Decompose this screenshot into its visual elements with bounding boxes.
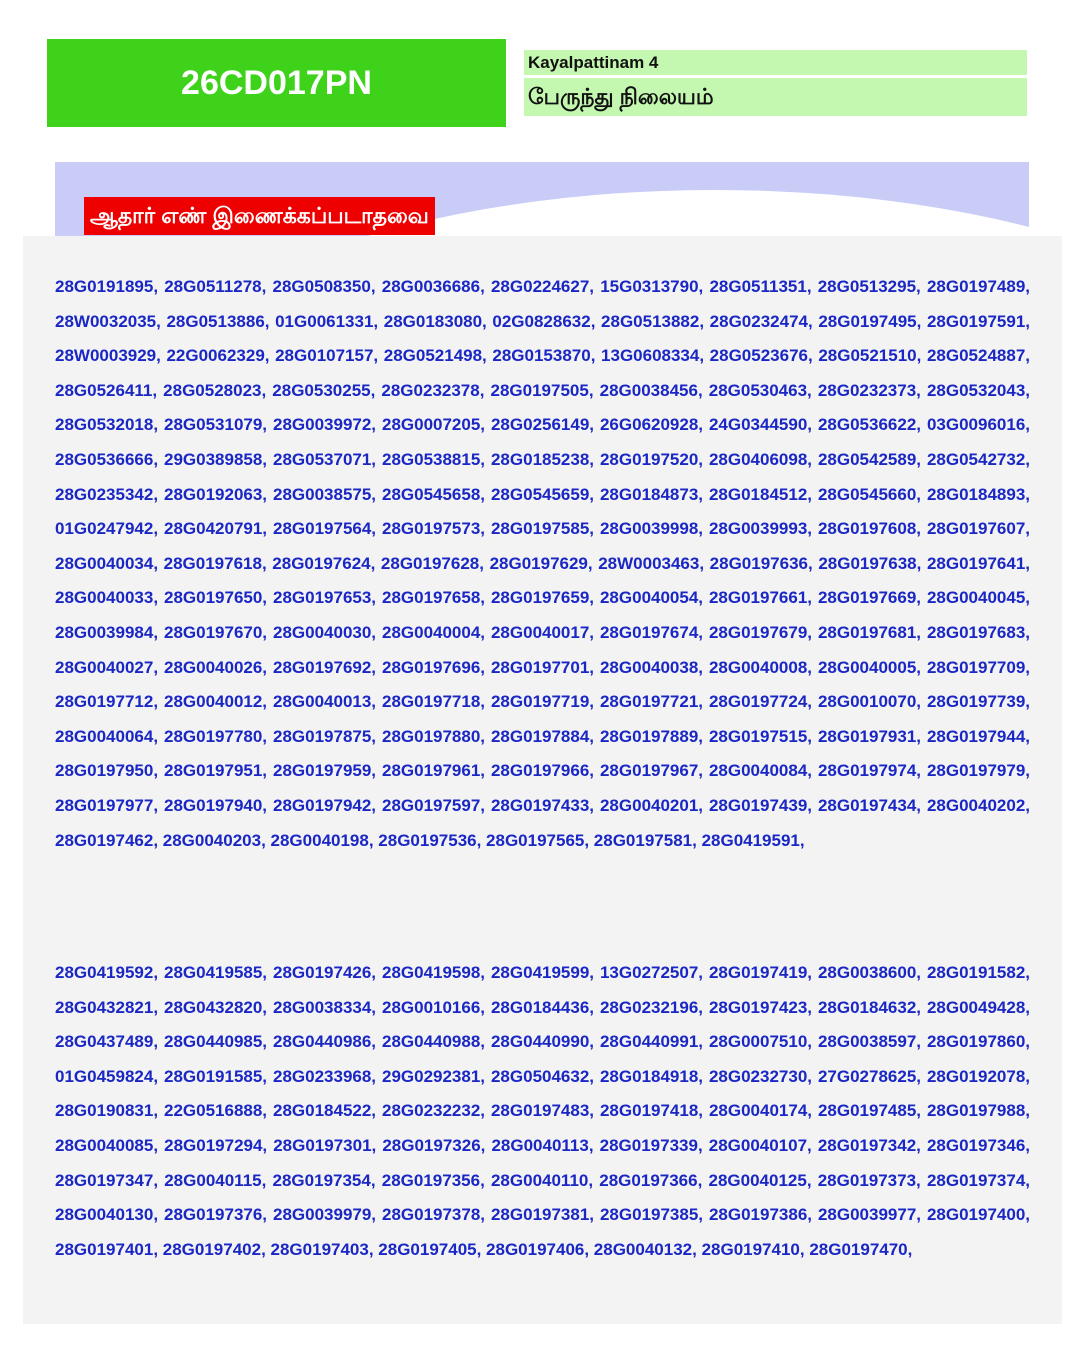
section-title: ஆதார் எண் இணைக்கப்படாதவை <box>84 197 435 235</box>
location-name-english: Kayalpattinam 4 <box>524 50 1027 75</box>
id-list-block-1: 28G0191895, 28G0511278, 28G0508350, 28G0036686, 28G0224627, 15G0313790, 28G0511351, 28G0513295, 28G0197489, 28W0032035, 28G0513886, 01G0061331, 28G0183080, 02G0828632, 28G0513882, 28G0232474, 28G0197495, 28G0197591, 28W0003929, 22G0062329, 28G0107157, 28G0521498, 28G0153870, 13G0608334, 28G0523676, 28G0521510, 28G0524887, 28G0526411, 28G0528023, 28G0530255, 28G0232378, 28G0197505, 28G0038456, 28G0530463, 28G0232373, 28G0532043, 28G0532018, 28G0531079, 28G0039972, 28G0007205, 28G0256149, 26G0620928, 24G0344590, 28G0536622, 03G0096016, 28G0536666, 29G0389858, 28G0537071, 28G0538815, 28G0185238, 28G0197520, 28G0406098, 28G0542589, 28G0542732, 28G0235342, 28G0192063, 28G0038575, 28G0545658, 28G0545659, 28G0184873, 28G0184512, 28G0545660, 28G0184893, 01G0247942, 28G0420791, 28G0197564, 28G0197573, 28G0197585, 28G0039998, 28G0039993, 28G0197608, 28G0197607, 28G0040034, 28G0197618, 28G0197624, 28G0197628, 28G0197629, 28W0003463, 28G0197636, 28G0197638, 28G0197641, 28G0040033, 28G0197650, 28G0197653, 28G0197658, 28G0197659, 28G0040054, 28G0197661, 28G0197669, 28G0040045, 28G0039984, 28G0197670, 28G0040030, 28G0040004, 28G0040017, 28G0197674, 28G0197679, 28G0197681, 28G0197683, 28G0040027, 28G0040026, 28G0197692, 28G0197696, 28G0197701, 28G0040038, 28G0040008, 28G0040005, 28G0197709, 28G0197712, 28G0040012, 28G0040013, 28G0197718, 28G0197719, 28G0197721, 28G0197724, 28G0010070, 28G0197739, 28G0040064, 28G0197780, 28G0197875, 28G0197880, 28G0197884, 28G0197889, 28G0197515, 28G0197931, 28G0197944, 28G0197950, 28G0197951, 28G0197959, 28G0197961, 28G0197966, 28G0197967, 28G0040084, 28G0197974, 28G0197979, 28G0197977, 28G0197940, 28G0197942, 28G0197597, 28G0197433, 28G0040201, 28G0197439, 28G0197434, 28G0040202, 28G0197462, 28G0040203, 28G0040198, 28G0197536, 28G0197565, 28G0197581, 28G0419591, <box>55 277 1030 850</box>
polling-code-box <box>47 39 506 127</box>
id-list-block-2: 28G0419592, 28G0419585, 28G0197426, 28G0419598, 28G0419599, 13G0272507, 28G0197419, 28G0038600, 28G0191582, 28G0432821, 28G0432820, 28G0038334, 28G0010166, 28G0184436, 28G0232196, 28G0197423, 28G0184632, 28G0049428, 28G0437489, 28G0440985, 28G0440986, 28G0440988, 28G0440990, 28G0440991, 28G0007510, 28G0038597, 28G0197860, 01G0459824, 28G0191585, 28G0233968, 29G0292381, 28G0504632, 28G0184918, 28G0232730, 27G0278625, 28G0192078, 28G0190831, 22G0516888, 28G0184522, 28G0232232, 28G0197483, 28G0197418, 28G0040174, 28G0197485, 28G0197988, 28G0040085, 28G0197294, 28G0197301, 28G0197326, 28G0040113, 28G0197339, 28G0040107, 28G0197342, 28G0197346, 28G0197347, 28G0040115, 28G0197354, 28G0197356, 28G0040110, 28G0197366, 28G0040125, 28G0197373, 28G0197374, 28G0040130, 28G0197376, 28G0039979, 28G0197378, 28G0197381, 28G0197385, 28G0197386, 28G0039977, 28G0197400, 28G0197401, 28G0197402, 28G0197403, 28G0197405, 28G0197406, 28G0040132, 28G0197410, 28G0197470, <box>55 963 1030 1259</box>
location-name-tamil: பேருந்து நிலையம் <box>524 78 1027 116</box>
polling-code: 26CD017PN <box>181 63 372 102</box>
